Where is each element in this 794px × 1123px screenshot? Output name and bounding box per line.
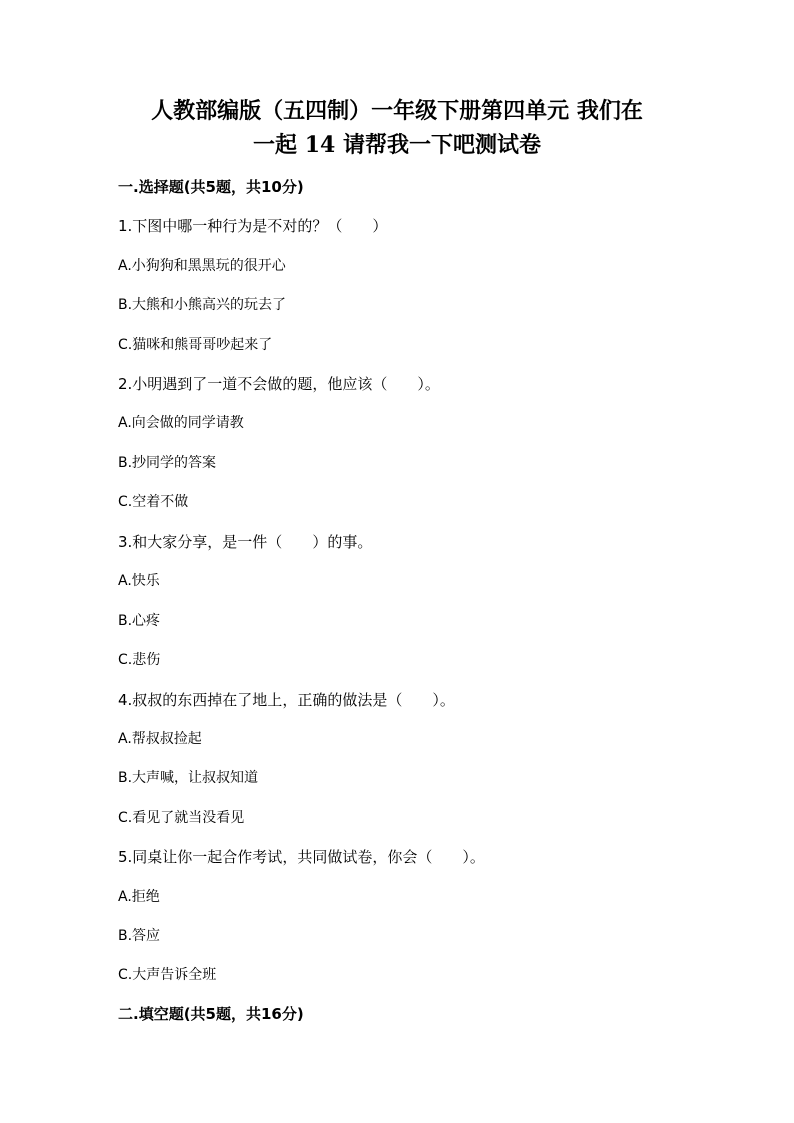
section-heading-fill-blank: 二.填空题(共5题，共16分) <box>118 1005 304 1023</box>
question-3-option-c: C.悲伤 <box>118 652 161 668</box>
question-1-option-c: C.猫咪和熊哥哥吵起来了 <box>118 337 273 353</box>
question-4-option-c: C.看见了就当没看见 <box>118 810 245 826</box>
section-heading-choice: 一.选择题(共5题，共10分) <box>118 178 304 196</box>
question-5: 5.同桌让你一起合作考试，共同做试卷，你会（ ）。 <box>118 848 485 866</box>
question-3-option-b: B.心疼 <box>118 613 161 629</box>
question-5-option-a: A.拒绝 <box>118 889 160 905</box>
question-4-option-b: B.大声喊，让叔叔知道 <box>118 770 259 786</box>
exam-title-line-1: 人教部编版（五四制）一年级下册第四单元 我们在 <box>151 98 643 124</box>
question-1-option-a: A.小狗狗和黑黑玩的很开心 <box>118 258 286 274</box>
question-5-option-c: C.大声告诉全班 <box>118 967 217 983</box>
question-4-option-a: A.帮叔叔捡起 <box>118 731 202 747</box>
question-1-option-b: B.大熊和小熊高兴的玩去了 <box>118 297 287 313</box>
question-1: 1.下图中哪一种行为是不对的？（ ） <box>118 217 388 235</box>
exam-title-line-2: 一起 14 请帮我一下吧测试卷 <box>253 132 541 158</box>
question-2: 2.小明遇到了一道不会做的题，他应该（ ）。 <box>118 375 440 393</box>
question-2-option-b: B.抄同学的答案 <box>118 455 217 471</box>
question-5-option-b: B.答应 <box>118 928 161 944</box>
question-4: 4.叔叔的东西掉在了地上，正确的做法是（ ）。 <box>118 691 455 709</box>
question-3: 3.和大家分享，是一件（ ）的事。 <box>118 533 373 551</box>
question-2-option-c: C.空着不做 <box>118 494 189 510</box>
question-3-option-a: A.快乐 <box>118 573 160 589</box>
question-2-option-a: A.向会做的同学请教 <box>118 415 244 431</box>
